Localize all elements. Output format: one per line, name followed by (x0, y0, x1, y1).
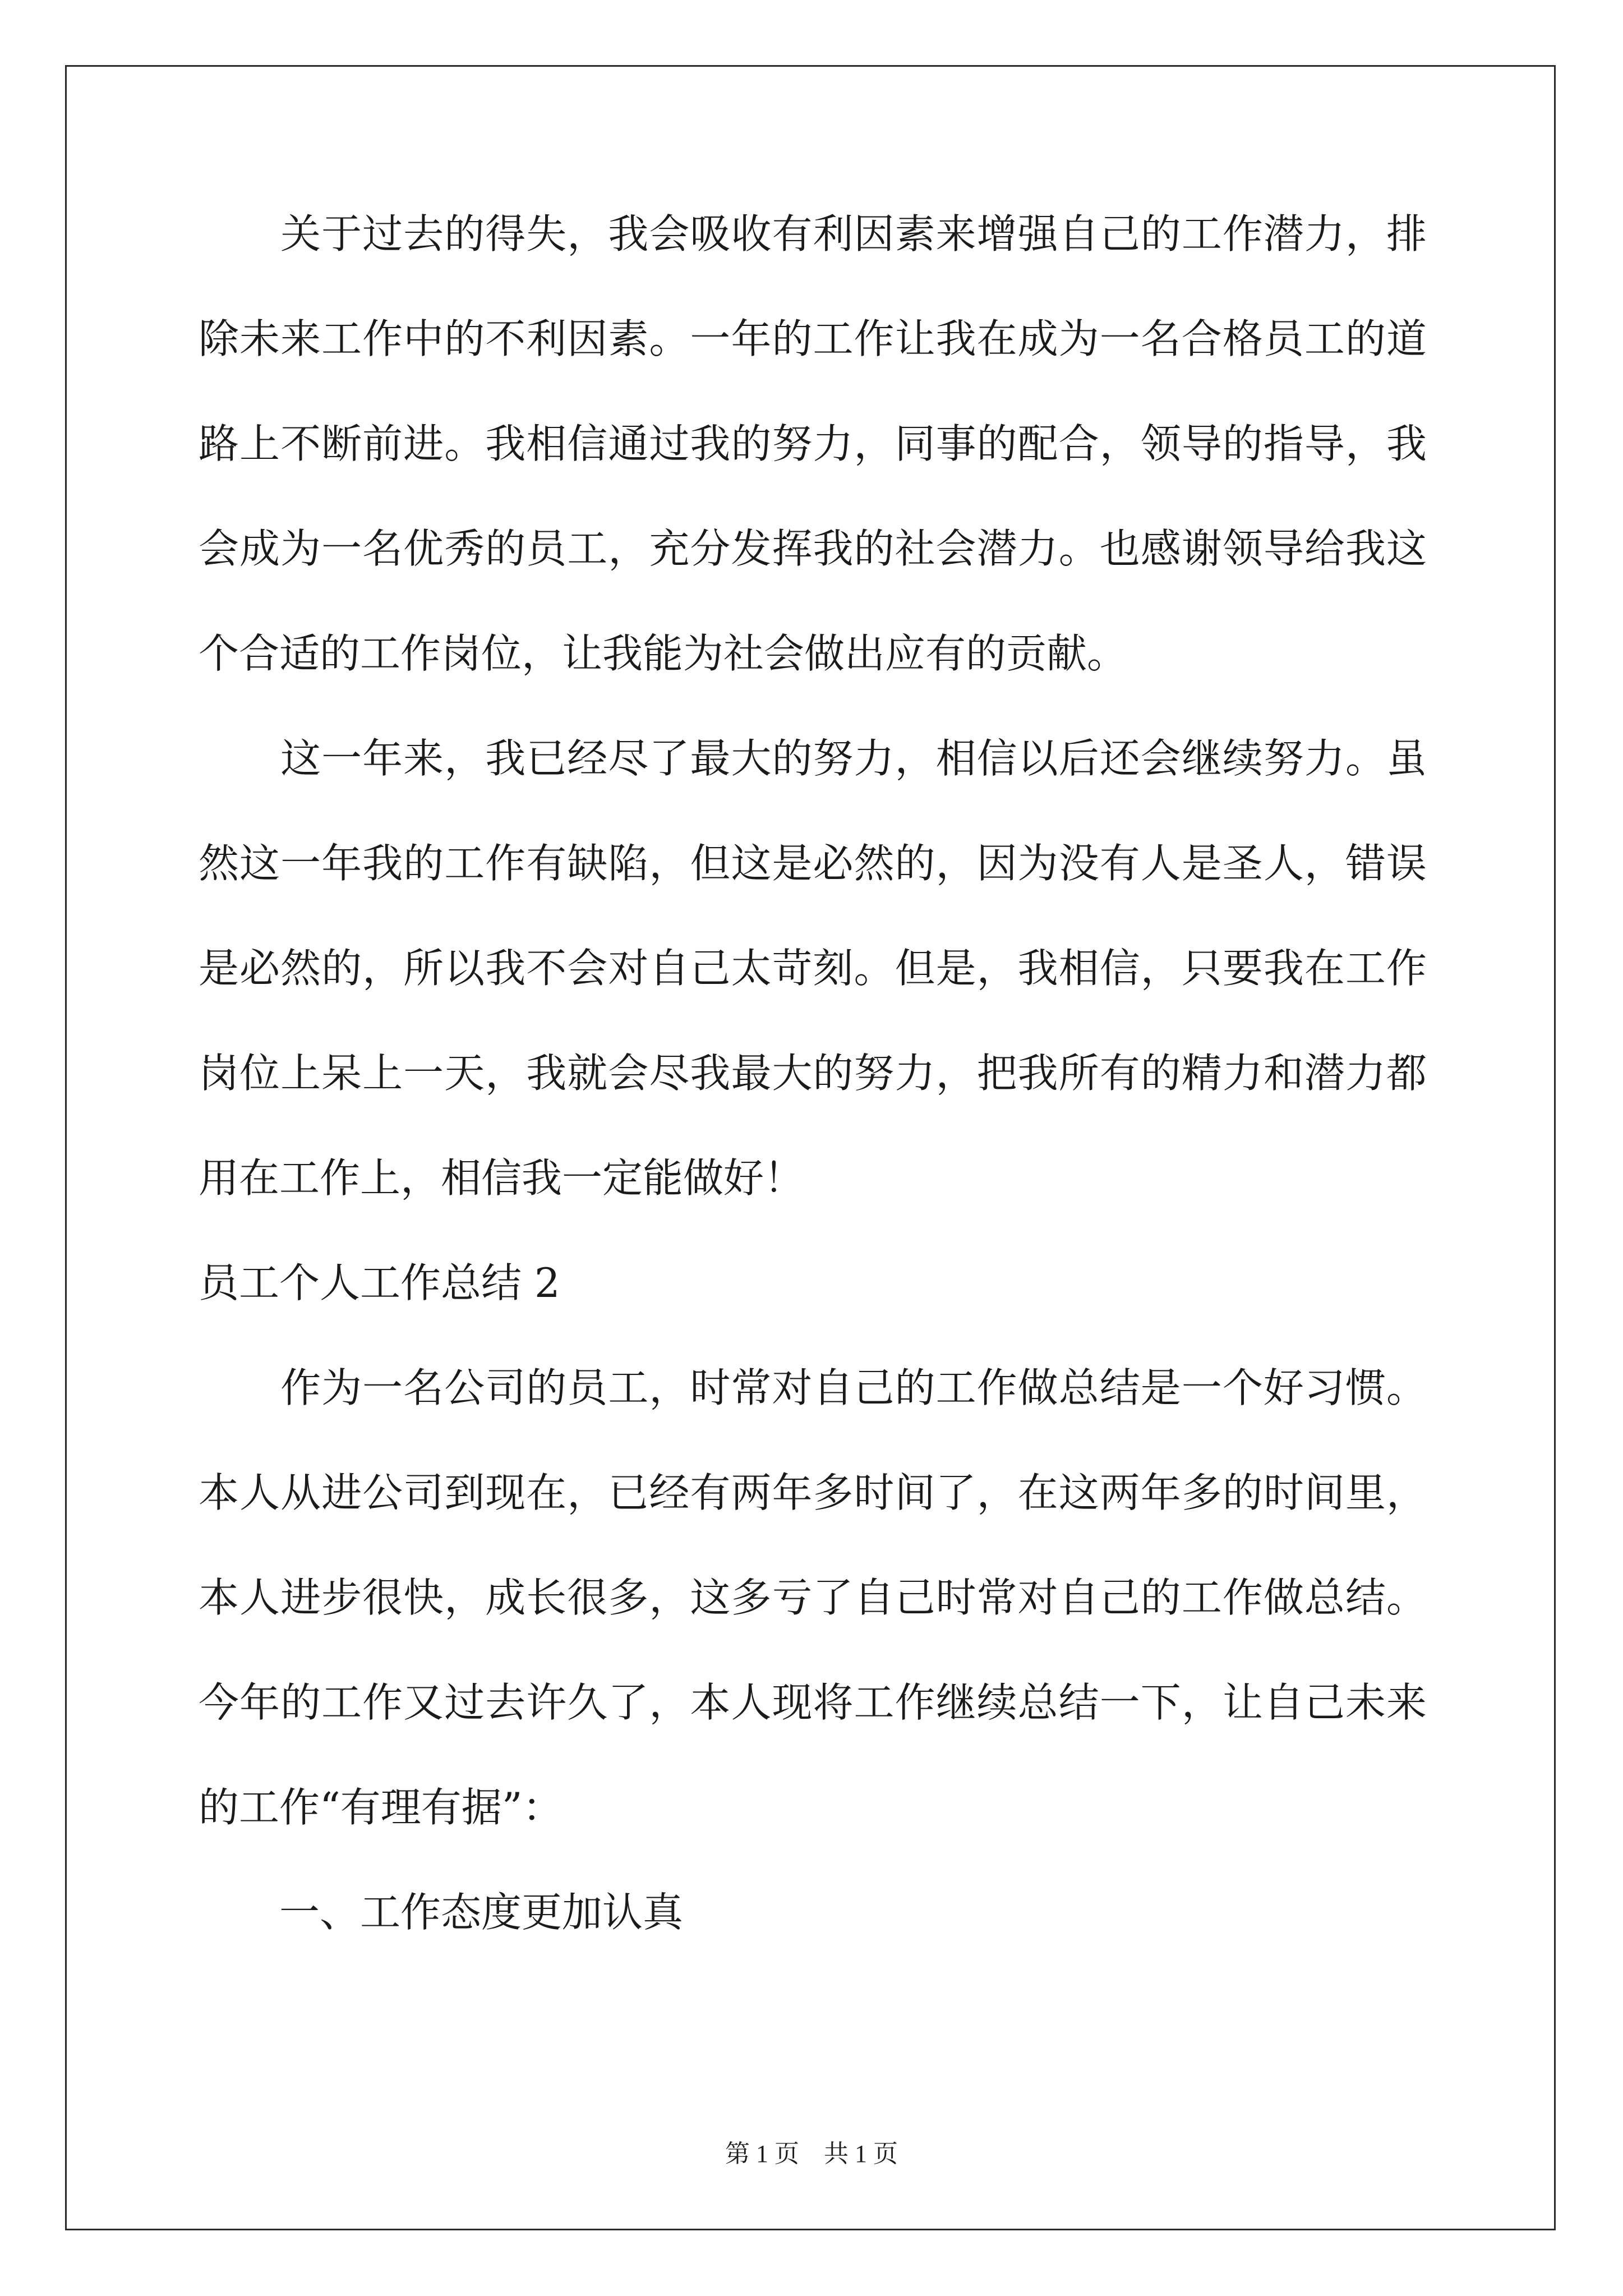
paragraph-3-line-3: 本人进步很快，成长很多，这多亏了自己时常对自己的工作做总结。 (199, 1574, 1427, 1621)
paragraph-2-line-2: 然这一年我的工作有缺陷，但这是必然的，因为没有人是圣人，错误 (199, 840, 1427, 887)
paragraph-1-line-5: 个合适的工作岗位，让我能为社会做出应有的贡献。 (199, 630, 1128, 677)
paragraph-2-line-1: 这一年来，我已经尽了最大的努力，相信以后还会继续努力。虽 (199, 735, 1427, 782)
paragraph-1-line-4: 会成为一名优秀的员工，充分发挥我的社会潜力。也感谢领导给我这 (199, 525, 1427, 572)
paragraph-1-line-2: 除未来工作中的不利因素。一年的工作让我在成为一名合格员工的道 (199, 315, 1427, 362)
paragraph-3-line-5: 的工作“有理有据”： (199, 1784, 563, 1831)
page-footer: 第 1 页 共 1 页 (725, 2140, 898, 2168)
paragraph-2-line-3: 是必然的，所以我不会对自己太苛刻。但是，我相信，只要我在工作 (199, 945, 1427, 992)
paragraph-3-line-1: 作为一名公司的员工，时常对自己的工作做总结是一个好习惯。 (199, 1364, 1427, 1411)
paragraph-3-line-2: 本人从进公司到现在，已经有两年多时间了，在这两年多的时间里， (199, 1469, 1427, 1516)
paragraph-1-line-3: 路上不断前进。我相信通过我的努力，同事的配合，领导的指导，我 (199, 420, 1427, 467)
paragraph-3-line-4: 今年的工作又过去许久了，本人现将工作继续总结一下，让自己未来 (199, 1679, 1427, 1726)
subheading-1: 一、工作态度更加认真 (199, 1889, 684, 1936)
section-heading: 员工个人工作总结 2 (199, 1259, 560, 1306)
paragraph-1-line-1: 关于过去的得失，我会吸收有利因素来增强自己的工作潜力，排 (199, 210, 1427, 257)
paragraph-2-line-4: 岗位上呆上一天，我就会尽我最大的努力，把我所有的精力和潜力都 (199, 1050, 1427, 1097)
paragraph-2-line-5: 用在工作上，相信我一定能做好！ (199, 1154, 805, 1202)
